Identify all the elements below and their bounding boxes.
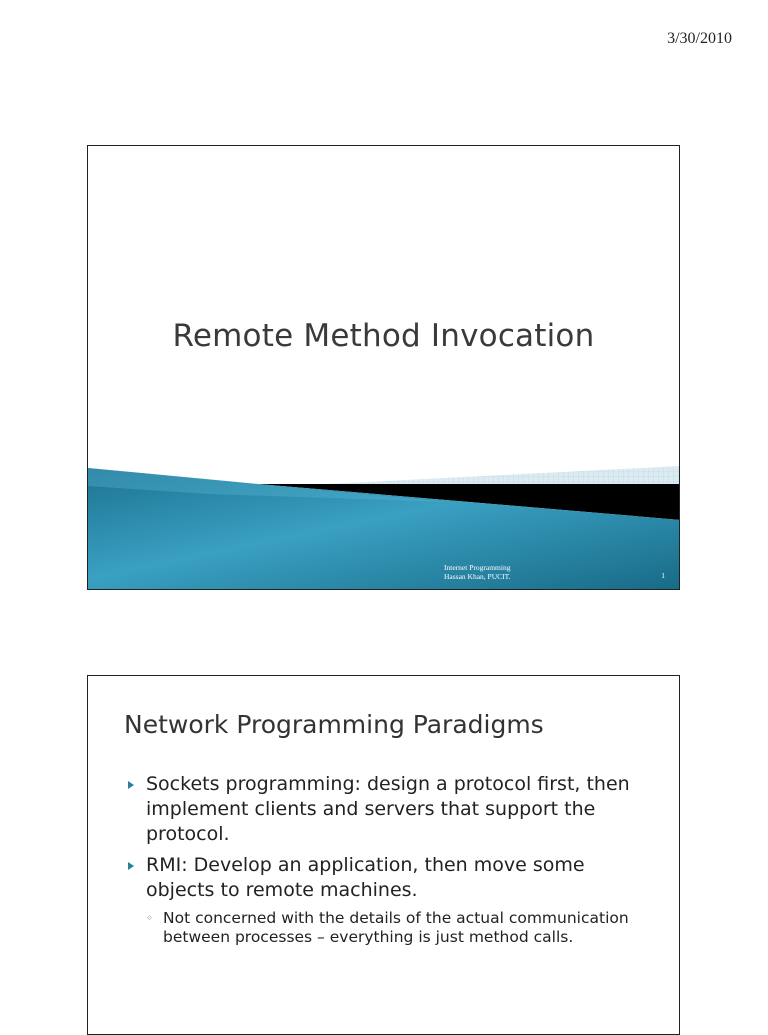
triangle-bullet-icon [128, 862, 134, 870]
bullet-text: RMI: Develop an application, then move some objects to remote machines. [146, 854, 585, 901]
page-date: 3/30/2010 [667, 30, 732, 47]
footer-author: Hassan Khan, PUCIT. [444, 572, 511, 581]
triangle-bullet-icon [128, 781, 134, 789]
content-slide [87, 675, 680, 1035]
sub-bullet-text: Not concerned with the details of the actual communication between processes – everything is just method calls. [163, 909, 629, 946]
sub-bullet-item [146, 909, 658, 947]
slide-footer [444, 563, 511, 581]
slide-title: Remote Method Invocation [172, 318, 595, 354]
circle-bullet-icon: ◦ [146, 911, 154, 925]
bullet-item [128, 772, 658, 847]
footer-course: Internet Programming [444, 563, 511, 572]
title-slide [87, 145, 680, 590]
bullet-list [128, 772, 658, 947]
bullet-text: Sockets programming: design a protocol first, then implement clients and servers that support the protocol. [146, 773, 630, 845]
slide-number: 1 [661, 571, 665, 580]
slide-title: Network Programming Paradigms [124, 710, 544, 739]
decorative-wave-banner [88, 466, 680, 590]
bullet-item [128, 853, 658, 903]
